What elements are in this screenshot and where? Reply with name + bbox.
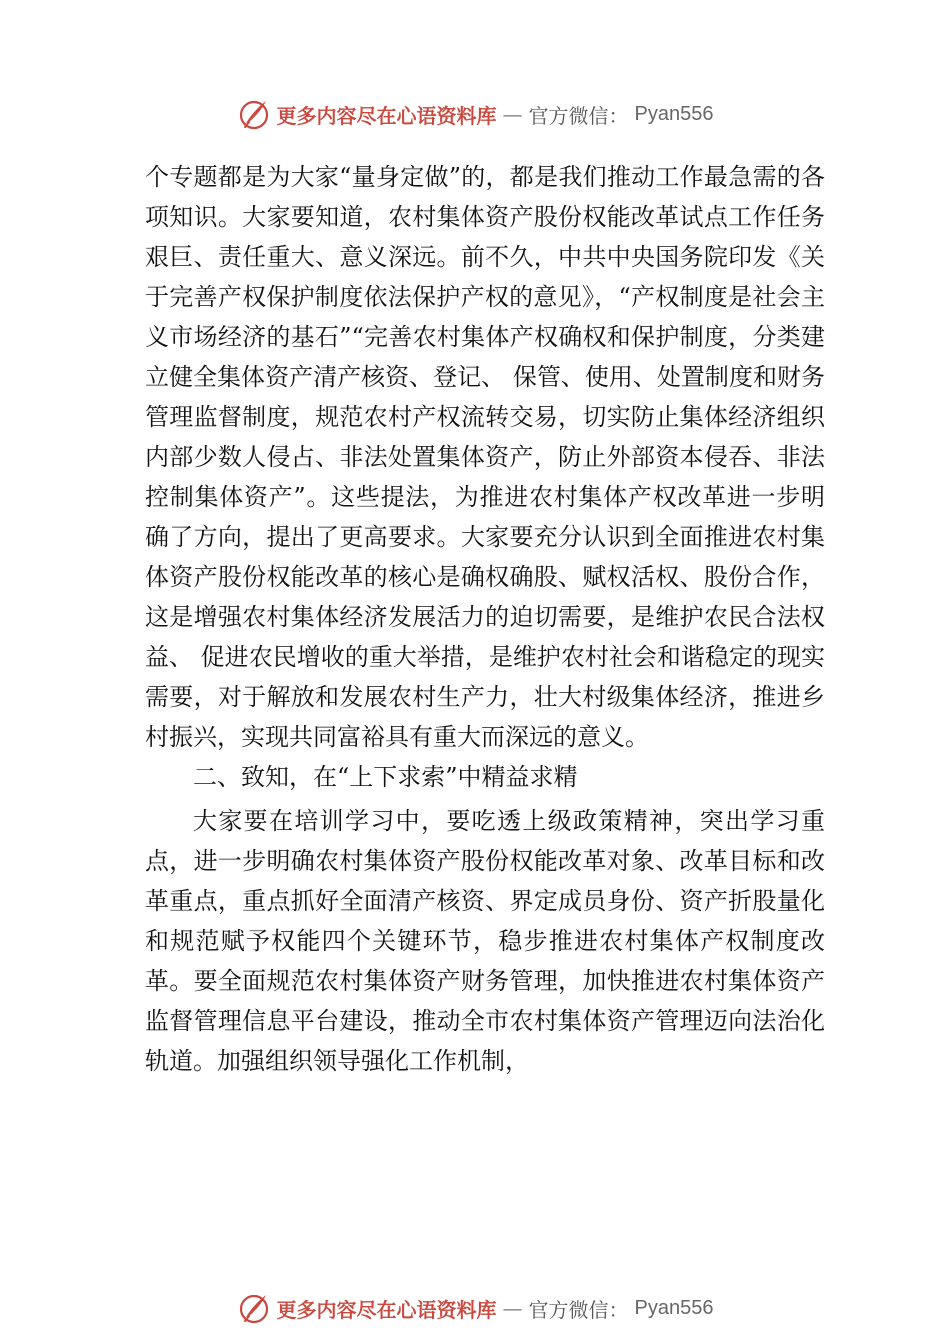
watermark-brand: 更多内容尽在心语资料库 — [276, 103, 497, 128]
quill-seal-icon — [237, 1291, 271, 1325]
footer-watermark — [0, 1286, 950, 1330]
header-watermark — [0, 92, 950, 136]
watermark-contact-id: Pyan556 — [634, 1296, 714, 1319]
watermark-dash: — — [502, 102, 523, 126]
body-paragraph: 大家要在培训学习中，要吃透上级政策精神，突出学习重点，进一步明确农村集体资产股份权能改革对象、改革目标和改革重点，重点抓好全面清产核资、界定成员身份、资产折股量化和规范赋予权能四个关键环节，稳步推进农村集体产权制度改革。要全面规范农村集体资产财务管理，加快推进农村集体资产监督管理信息平台建设，推动全市农村集体资产管理迈向法治化轨道。加强组织领导强化工作机制， — [145, 807, 825, 1075]
document-body — [145, 157, 825, 1081]
section-heading: 二、致知，在“上下求索”中精益求精 — [193, 763, 578, 791]
body-paragraph: 个专题都是为大家“量身定做”的，都是我们推动工作最急需的各项知识。大家要知道，农村集体资产股份权能改革试点工作任务艰巨、责任重大、意义深远。前不久，中共中央国务院印发《关于完善产权保护制度依法保护产权的意见》，“产权制度是社会主义市场经济的基石”“完善农村集体产权确权和保护制度，分类建立健全集体资产清产核资、登记、 保管、使用、处置制度和财务管理监督制度，规范农村产权流转交易，切实防止集体经济组织内部少数人侵占、非法处置集体资产，防止外部资本侵吞、非法控制集体资产”。这些提法，为推进农村集体产权改革进一步明确了方向，提出了更高要求。大家要充分认识到全面推进农村集体资产股份权能改革的核心是确权确股、赋权活权、股份合作，这是增强农村集体经济发展活力的迫切需要，是维护农民合法权益、 促进农民增收的重大举措，是维护农村社会和谐稳定的现实需要，对于解放和发展农村生产力，壮大村级集体经济，推进乡村振兴，实现共同富裕具有重大而深远的意义。 — [145, 163, 825, 751]
quill-seal-icon — [237, 97, 271, 131]
watermark-dash: — — [502, 1296, 523, 1320]
watermark-contact-label: 官方微信： — [528, 1297, 629, 1322]
watermark-brand: 更多内容尽在心语资料库 — [276, 1297, 497, 1322]
watermark-contact-id: Pyan556 — [634, 102, 714, 125]
watermark-contact-label: 官方微信： — [528, 103, 629, 128]
